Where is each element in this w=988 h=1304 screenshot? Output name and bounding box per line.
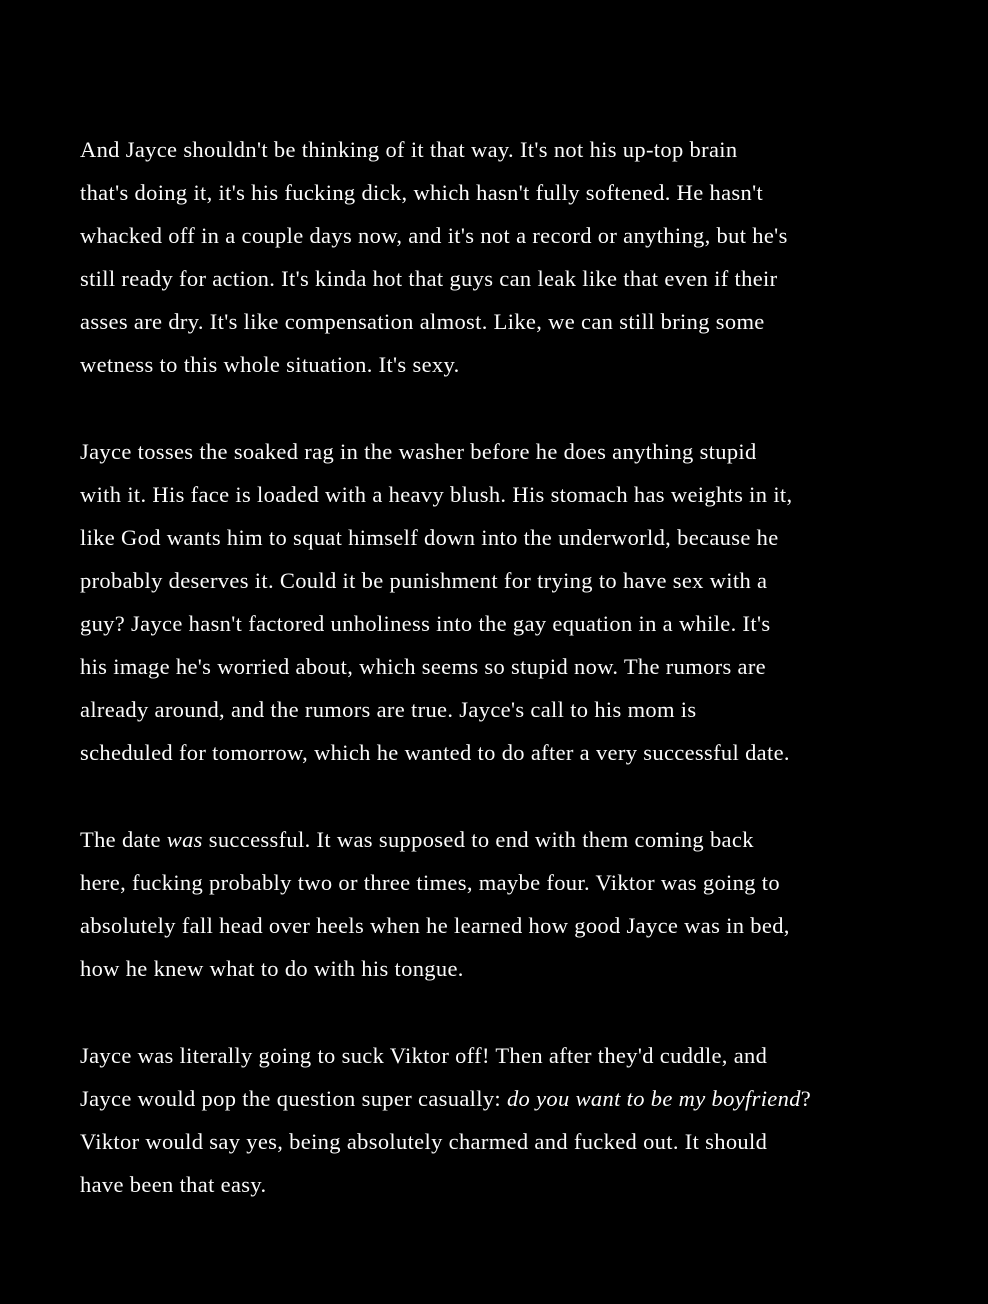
- text-line: [80, 645, 908, 688]
- text-line: [80, 171, 908, 214]
- plain-text: his image he's worried about, which seems so stupid now. The rumors are: [80, 654, 767, 679]
- text-line: [80, 731, 908, 774]
- text-line: [80, 904, 908, 947]
- plain-text: scheduled for tomorrow, which he wanted to do after a very successful date.: [80, 740, 790, 765]
- plain-text: how he knew what to do with his tongue.: [80, 956, 464, 981]
- plain-text: probably deserves it. Could it be punishment for trying to have sex with a: [80, 568, 768, 593]
- text-line: [80, 947, 908, 990]
- text-line: [80, 602, 908, 645]
- paragraph: [80, 430, 908, 774]
- text-line: [80, 473, 908, 516]
- plain-text: Jayce tosses the soaked rag in the washer before he does anything stupid: [80, 439, 757, 464]
- text-line: [80, 1120, 908, 1163]
- plain-text: asses are dry. It's like compensation almost. Like, we can still bring some: [80, 309, 765, 334]
- plain-text: Jayce was literally going to suck Viktor off! Then after they'd cuddle, and: [80, 1043, 768, 1068]
- text-line: [80, 343, 908, 386]
- text-line: [80, 516, 908, 559]
- text-line: [80, 430, 908, 473]
- plain-text: that's doing it, it's his fucking dick, which hasn't fully softened. He hasn't: [80, 180, 764, 205]
- text-line: [80, 128, 908, 171]
- paragraph: [80, 1034, 908, 1206]
- plain-text: still ready for action. It's kinda hot that guys can leak like that even if their: [80, 266, 778, 291]
- text-line: [80, 214, 908, 257]
- plain-text: here, fucking probably two or three times, maybe four. Viktor was going to: [80, 870, 780, 895]
- plain-text: guy? Jayce hasn't factored unholiness into the gay equation in a while. It's: [80, 611, 771, 636]
- text-line: [80, 559, 908, 602]
- plain-text: successful. It was supposed to end with them coming back: [202, 827, 754, 852]
- text-line: [80, 1163, 908, 1206]
- text-line: [80, 818, 908, 861]
- plain-text: Jayce would pop the question super casually:: [80, 1086, 507, 1111]
- plain-text: whacked off in a couple days now, and it's not a record or anything, but he's: [80, 223, 788, 248]
- plain-text: like God wants him to squat himself down into the underworld, because he: [80, 525, 779, 550]
- text-line: [80, 300, 908, 343]
- plain-text: already around, and the rumors are true. Jayce's call to his mom is: [80, 697, 697, 722]
- plain-text: The date: [80, 827, 167, 852]
- italic-text: do you want to be my boyfriend: [506, 1086, 801, 1111]
- plain-text: absolutely fall head over heels when he learned how good Jayce was in bed,: [80, 913, 790, 938]
- text-line: [80, 1034, 908, 1077]
- text-line: [80, 861, 908, 904]
- paragraph: [80, 818, 908, 990]
- text-line: [80, 688, 908, 731]
- text-line: [80, 1077, 908, 1120]
- plain-text: with it. His face is loaded with a heavy blush. His stomach has weights in it,: [80, 482, 793, 507]
- plain-text: wetness to this whole situation. It's sexy.: [80, 352, 460, 377]
- italic-text: was: [166, 827, 203, 852]
- story-text: [80, 128, 908, 1206]
- plain-text: have been that easy.: [80, 1172, 267, 1197]
- plain-text: Viktor would say yes, being absolutely charmed and fucked out. It should: [80, 1129, 768, 1154]
- text-line: [80, 257, 908, 300]
- plain-text: And Jayce shouldn't be thinking of it that way. It's not his up-top brain: [80, 137, 738, 162]
- paragraph: [80, 128, 908, 386]
- plain-text: ?: [800, 1086, 812, 1111]
